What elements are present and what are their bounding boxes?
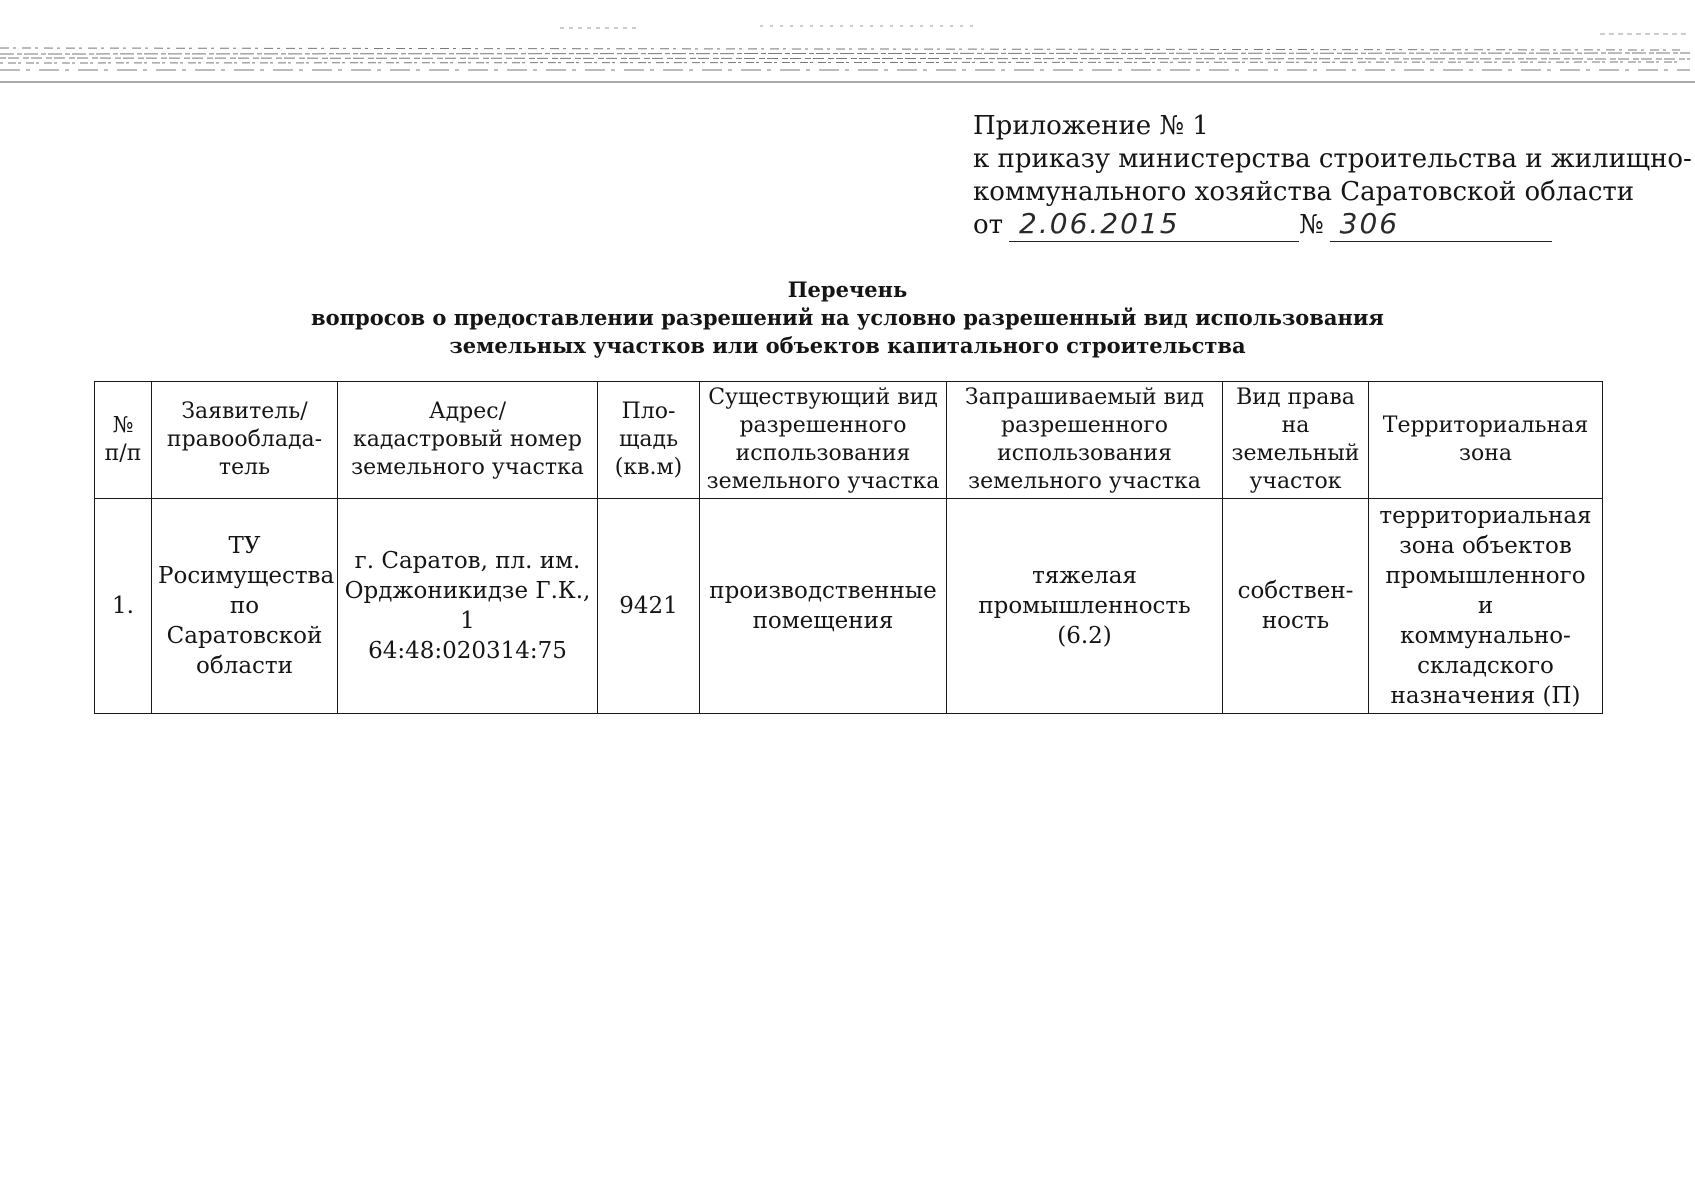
header-zone: Территориальная зона (1369, 382, 1603, 499)
appendix-date-row (973, 209, 1692, 242)
document-heading (0, 276, 1695, 360)
table-header-row (95, 382, 1603, 499)
header-applicant: Заявитель/ правообладa- тель (152, 382, 338, 499)
number-field (1330, 207, 1552, 242)
scan-noise-band (0, 20, 1695, 100)
cell-area: 9421 (598, 499, 700, 714)
date-field (1009, 207, 1299, 242)
permits-table (94, 381, 1603, 714)
number-handwritten: 306 (1339, 207, 1400, 240)
heading-line-2: вопросов о предоставлении разрешений на условно разрешенный вид использования (311, 305, 1384, 330)
header-area: Пло- щадь (кв.м) (598, 382, 700, 499)
cell-number: 1. (95, 499, 152, 714)
cell-right-type: собствен- ность (1223, 499, 1369, 714)
cell-zone: территориальная зона объектов промышленного и коммунально- складского назначения (П) (1369, 499, 1603, 714)
cell-existing-use: производственные помещения (700, 499, 947, 714)
header-number: № п/п (95, 382, 152, 499)
appendix-line-1: к приказу министерства строительства и жилищно- (973, 144, 1692, 174)
number-prefix: № (1299, 210, 1324, 240)
table-row (95, 499, 1603, 714)
header-address: Адрес/ кадастровый номер земельного участка (338, 382, 598, 499)
header-existing-use: Существующий вид разрешенного использования земельного участка (700, 382, 947, 499)
appendix-title: Приложение № 1 (973, 111, 1209, 141)
heading-line-1: Перечень (787, 277, 908, 302)
cell-requested-use: тяжелая промышленность (6.2) (947, 499, 1223, 714)
header-right-type: Вид права на земельный участок (1223, 382, 1369, 499)
appendix-block (973, 110, 1692, 242)
cell-applicant: ТУ Росимущества по Саратовской области (152, 499, 338, 714)
date-handwritten: 2.06.2015 (1019, 207, 1180, 240)
heading-line-3: земельных участков или объектов капитального строительства (449, 333, 1246, 358)
header-requested-use: Запрашиваемый вид разрешенного использования земельного участка (947, 382, 1223, 499)
cell-address: г. Саратов, пл. им. Орджоникидзе Г.К., 1 64:48:020314:75 (338, 499, 598, 714)
date-prefix: от (973, 210, 1004, 240)
appendix-line-2: коммунального хозяйства Саратовской области (973, 177, 1635, 207)
